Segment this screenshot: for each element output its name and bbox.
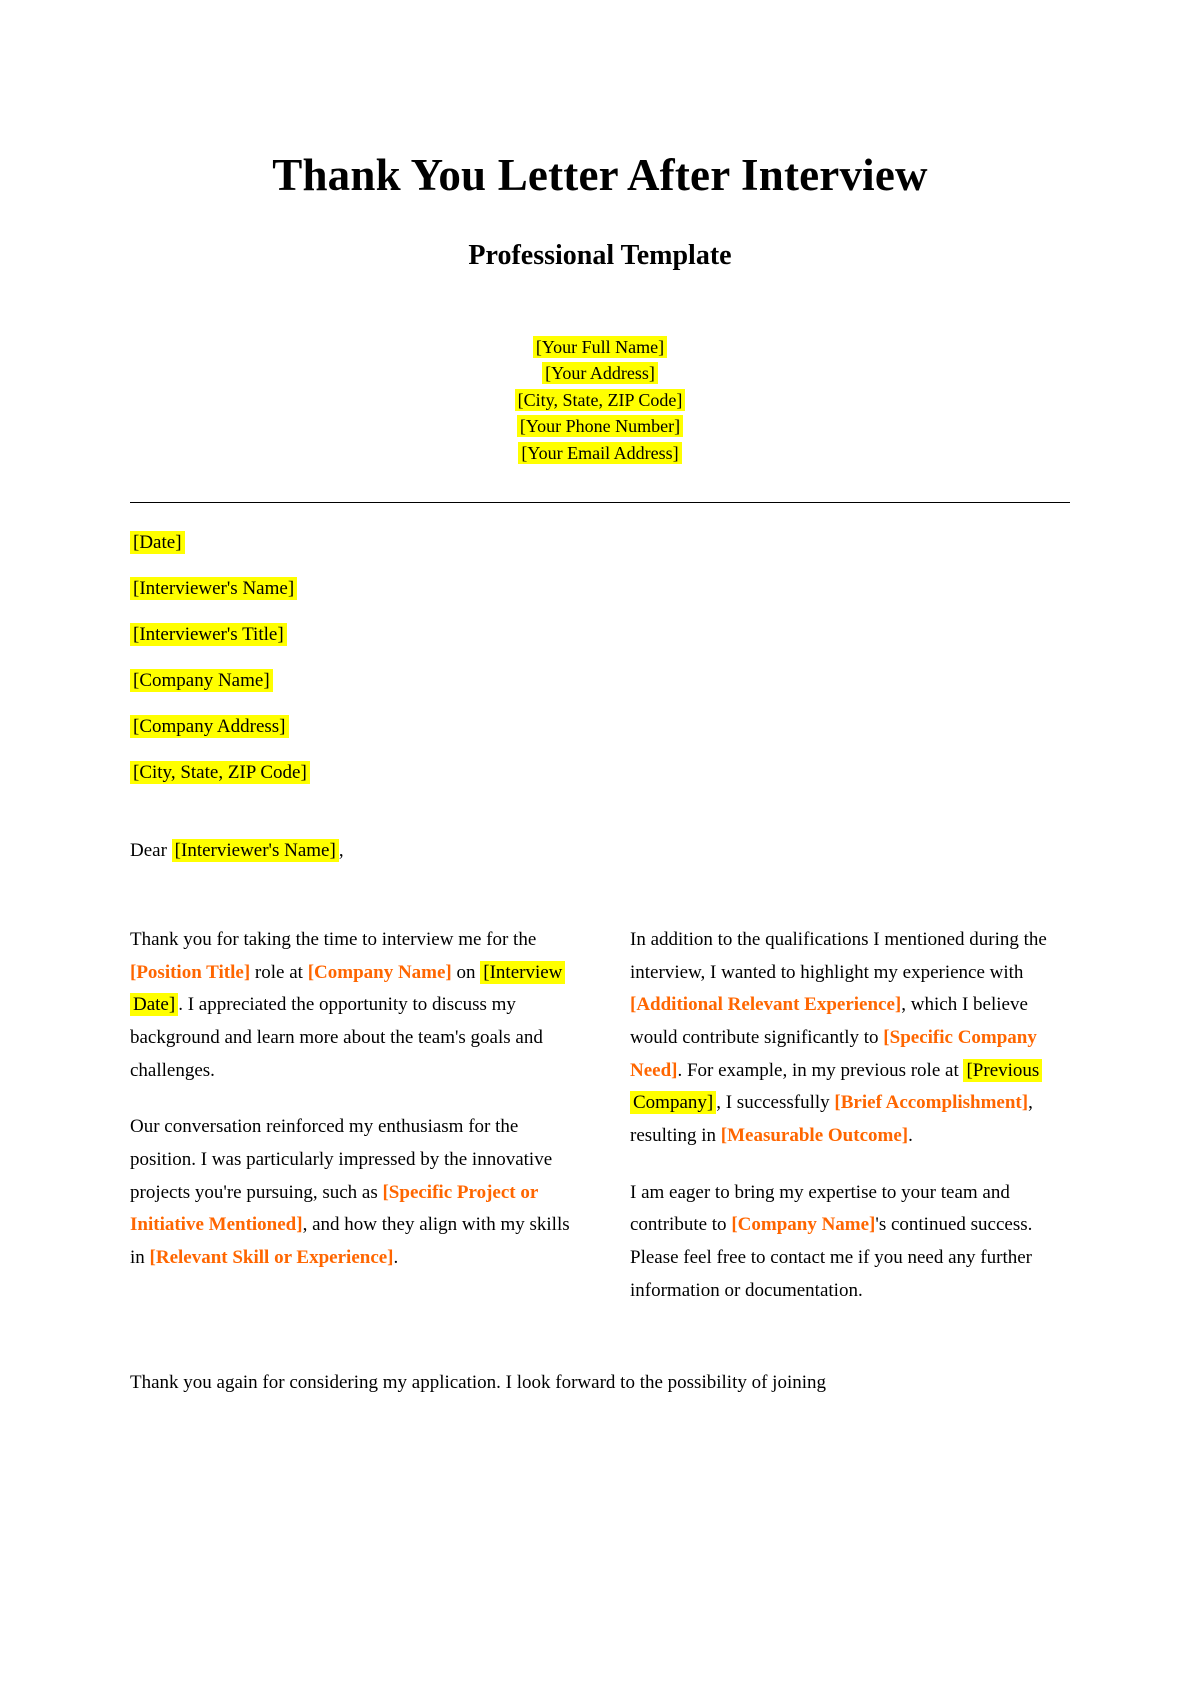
- right-paragraph-2: [630, 1177, 1070, 1308]
- sender-phone-line: [130, 413, 1070, 439]
- rp2-s1: I am eager to bring my expertise to your team and contribute to: [630, 1181, 1010, 1236]
- rp2-s2: 's continued success. Please feel free to contact me if you need any further information or documentation.: [630, 1214, 1033, 1301]
- accomplishment-placeholder: [Brief Accomplishment]: [834, 1092, 1029, 1114]
- rp1-s3: . For example, in my previous role at: [677, 1059, 964, 1081]
- company-name-field: [Company Name]: [130, 669, 273, 692]
- company-name-placeholder: [Company Name]: [307, 961, 452, 983]
- closing-paragraph: [130, 1367, 1070, 1400]
- rp1-s5: , resulting in: [630, 1092, 1033, 1147]
- lp2-s1: Our conversation reinforced my enthusiasm for the position. I was particularly impressed by the innovative projects you're pursuing, such as: [130, 1116, 553, 1203]
- salutation-name: [Interviewer's Name]: [172, 839, 339, 862]
- company-address-field: [Company Address]: [130, 715, 289, 738]
- salutation-prefix: Dear: [130, 840, 167, 862]
- recipient-city-state-zip: [City, State, ZIP Code]: [130, 761, 310, 784]
- sender-phone: [Your Phone Number]: [517, 415, 683, 437]
- specific-project-placeholder: [Specific Project or Initiative Mentioned]: [130, 1181, 538, 1236]
- left-paragraph-1: [130, 924, 570, 1087]
- lp1-s3: on: [451, 961, 481, 983]
- lp2-s2: , and how they align with my skills in: [130, 1214, 570, 1269]
- lp1-s1: Thank you for taking the time to interview me for the: [130, 929, 537, 951]
- lp2-s3: .: [393, 1247, 399, 1269]
- salutation-suffix: ,: [338, 840, 344, 862]
- body-columns: [130, 924, 1070, 1331]
- relevant-skill-placeholder: [Relevant Skill or Experience]: [149, 1247, 394, 1269]
- right-column: [630, 924, 1070, 1331]
- rp1-s1: In addition to the qualifications I mentioned during the interview, I wanted to highlight my experience with: [630, 929, 1047, 983]
- sender-name: [Your Full Name]: [533, 336, 667, 358]
- sender-address: [Your Address]: [542, 362, 658, 384]
- horizontal-divider: [130, 502, 1070, 503]
- position-title-placeholder: [Position Title]: [130, 961, 251, 983]
- right-paragraph-1: [630, 924, 1070, 1153]
- recipient-city-line: [130, 763, 1070, 782]
- date-line: [130, 533, 1070, 552]
- company-name-placeholder-2: [Company Name]: [731, 1214, 876, 1236]
- company-address-line: [130, 717, 1070, 736]
- sender-name-line: [130, 334, 1070, 360]
- previous-company-placeholder: [Previous Company]: [630, 1059, 1042, 1115]
- rp1-s6: .: [908, 1125, 913, 1147]
- interviewer-title-field: [Interviewer's Title]: [130, 623, 287, 646]
- company-need-placeholder: [Specific Company Need]: [630, 1027, 1037, 1081]
- page-subtitle: Professional Template: [468, 239, 732, 271]
- measurable-outcome-placeholder: [Measurable Outcome]: [720, 1125, 909, 1147]
- additional-experience-placeholder: [Additional Relevant Experience]: [630, 994, 902, 1016]
- salutation: [130, 840, 1070, 862]
- rp1-s2: , which I believe would contribute significantly to: [630, 994, 1028, 1049]
- lp1-s2: role at: [250, 961, 308, 983]
- sender-city-line: [130, 387, 1070, 413]
- sender-address-line: [130, 360, 1070, 386]
- page-title: Thank You Letter After Interview: [272, 150, 928, 200]
- left-paragraph-2: [130, 1111, 570, 1274]
- sender-email: [Your Email Address]: [518, 442, 681, 464]
- sender-address-block: [130, 334, 1070, 466]
- interview-date-placeholder: [Interview Date]: [130, 961, 565, 1017]
- interviewer-name-field: [Interviewer's Name]: [130, 577, 297, 600]
- date-field: [Date]: [130, 531, 185, 554]
- interviewer-name-line: [130, 579, 1070, 598]
- sender-email-line: [130, 440, 1070, 466]
- company-name-line: [130, 671, 1070, 690]
- left-column: [130, 924, 570, 1331]
- lp1-s4: . I appreciated the opportunity to discuss my background and learn more about the team's goals and challenges.: [130, 994, 543, 1081]
- interviewer-title-line: [130, 625, 1070, 644]
- closing-text: Thank you again for considering my application. I look forward to the possibility of joining: [130, 1372, 827, 1394]
- sender-city-state-zip: [City, State, ZIP Code]: [515, 389, 686, 411]
- rp1-s4: , I successfully: [716, 1092, 835, 1114]
- recipient-block: [130, 533, 1070, 782]
